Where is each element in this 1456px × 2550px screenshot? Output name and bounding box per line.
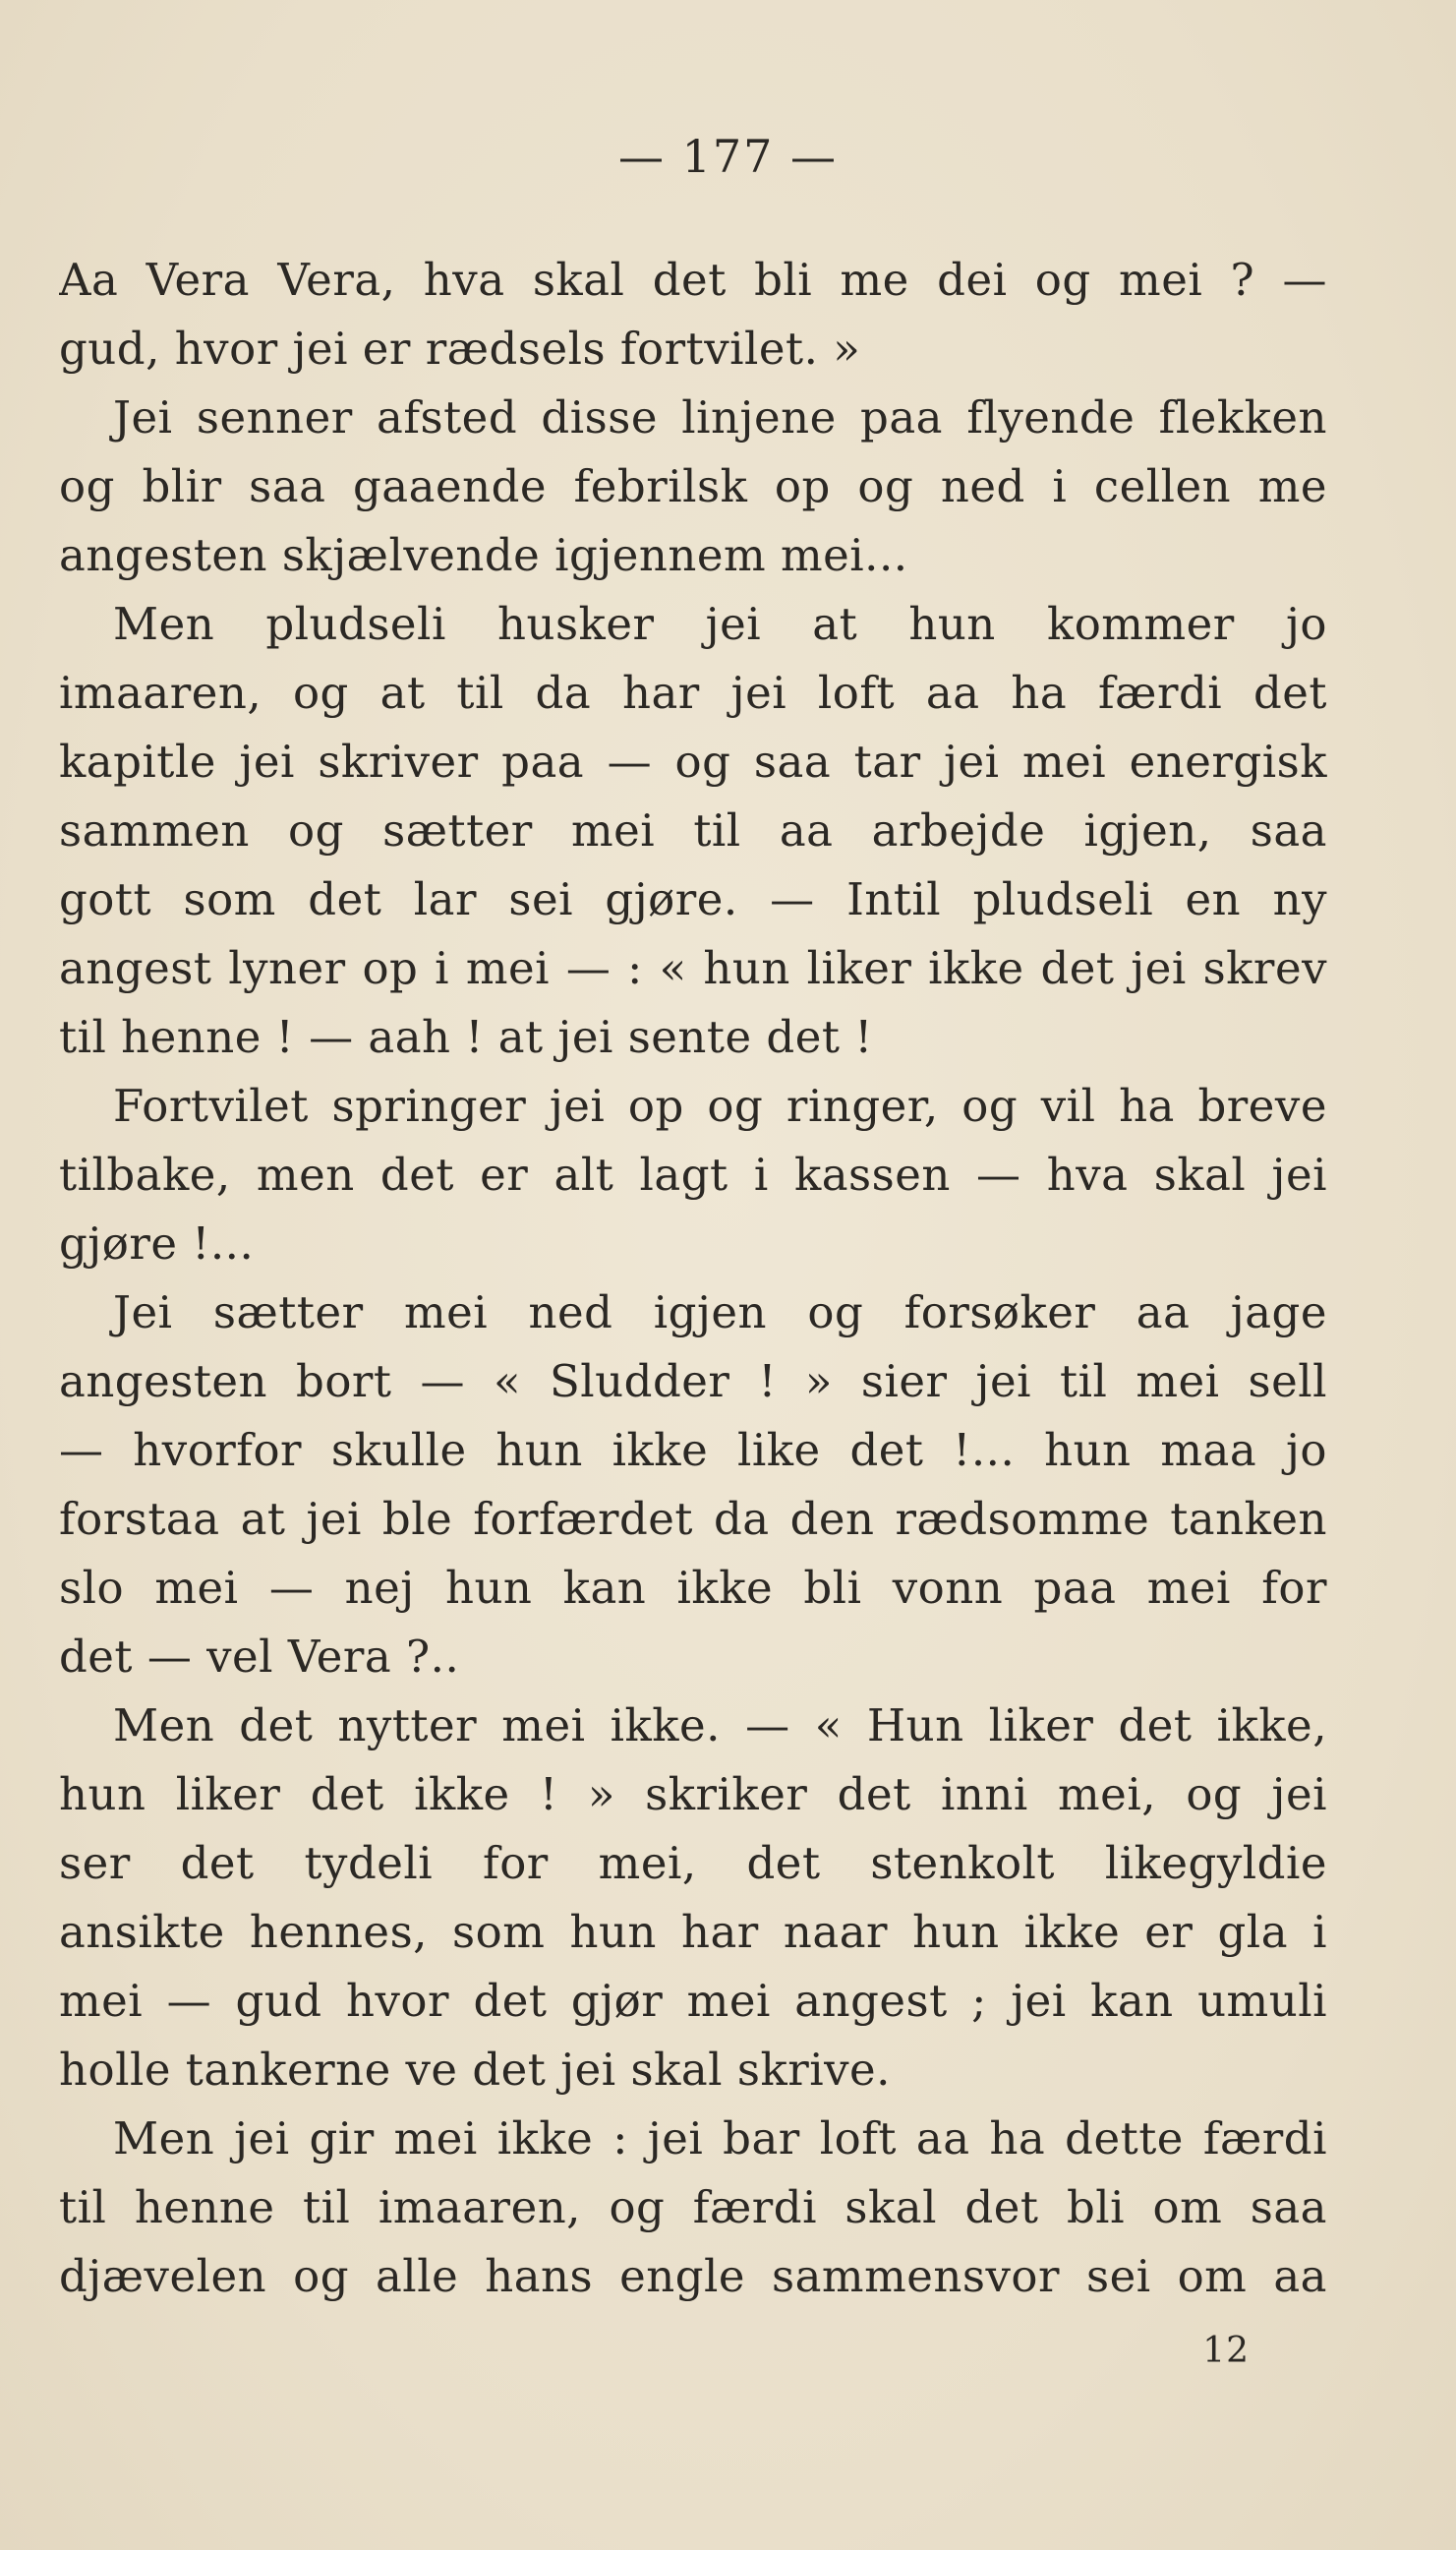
text-line: Jei senner afsted disse linjene paa flyende flekken (113, 391, 1327, 444)
text-line: Aa Vera Vera, hva skal det bli me dei og mei ? — (59, 254, 1327, 306)
text-line: tilbake, men det er alt lagt i kassen — hva skal jei (59, 1149, 1327, 1201)
text-line: — hvorfor skulle hun ikke like det !... hun maa jo (59, 1424, 1327, 1476)
text-line: mei — gud hvor det gjør mei angest ; jei kan umuli (59, 1975, 1327, 2027)
text-line: Men jei gir mei ikke : jei bar loft aa ha dette færdi (113, 2112, 1327, 2165)
text-line: ser det tydeli for mei, det stenkolt likegyldie (59, 1837, 1327, 1889)
text-line: gud, hvor jei er rædsels fortvilet. » (59, 323, 861, 375)
signature-mark: 12 (1202, 2331, 1250, 2371)
text-line: slo mei — nej hun kan ikke bli vonn paa mei for (59, 1562, 1327, 1614)
text-line: forstaa at jei ble forfærdet da den rædsomme tanken (59, 1493, 1327, 1545)
text-line: Men det nytter mei ikke. — « Hun liker det ikke, (113, 1699, 1327, 1751)
text-line: Jei sætter mei ned igjen og forsøker aa jage (113, 1286, 1327, 1338)
text-line: sammen og sætter mei til aa arbejde igjen, saa (59, 804, 1327, 857)
text-line: det — vel Vera ?.. (59, 1631, 460, 1683)
text-line: angest lyner op i mei — : « hun liker ikke det jei skrev (59, 942, 1327, 994)
text-line: og blir saa gaaende febrilsk op og ned i cellen me (59, 460, 1327, 512)
text-line: imaaren, og at til da har jei loft aa ha færdi det (59, 667, 1327, 719)
text-line: kapitle jei skriver paa — og saa tar jei mei energisk (59, 736, 1327, 788)
text-line: angesten skjælvende igjennem mei... (59, 529, 908, 581)
text-line: gott som det lar sei gjøre. — Intil pludseli en ny (59, 873, 1327, 925)
text-line: djævelen og alle hans engle sammensvor sei om aa (59, 2250, 1327, 2302)
text-line: hun liker det ikke ! » skriker det inni mei, og jei (59, 1768, 1327, 1820)
text-line: til henne ! — aah ! at jei sente det ! (59, 1011, 873, 1063)
text-line: Fortvilet springer jei op og ringer, og vil ha breve (113, 1080, 1327, 1132)
text-line: angesten bort — « Sludder ! » sier jei til mei sell (59, 1355, 1327, 1407)
text-line: til henne til imaaren, og færdi skal det bli om saa (59, 2181, 1327, 2233)
text-line: Men pludseli husker jei at hun kommer jo (113, 598, 1327, 650)
body-text (59, 246, 1327, 2311)
page-number-header: — 177 — (617, 130, 839, 183)
text-line: gjøre !... (59, 1217, 255, 1270)
text-line: holle tankerne ve det jei skal skrive. (59, 2044, 891, 2096)
text-line: ansikte hennes, som hun har naar hun ikke er gla i (59, 1906, 1327, 1958)
